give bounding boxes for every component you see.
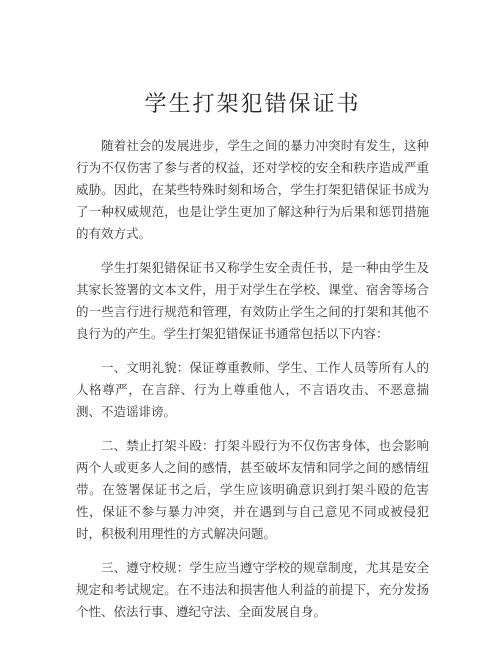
paragraph-item-courtesy: 一、文明礼貌：保证尊重教师、学生、工作人员等所有人的人格尊严，在言辞、行为上尊重他人，不言语攻击、不恶意揣测、不造谣诽谤。 xyxy=(76,360,429,419)
paragraph-intro: 随着社会的发展进步，学生之间的暴力冲突时有发生，这种行为不仅伤害了参与者的权益，还对学校的安全和秩序造成严重威胁。因此，在某些特殊时刻和场合，学生打架犯错保证书成为了一种权威规范，也是让学生更加了解这种行为后果和惩罚措施的有效方式。 xyxy=(76,138,429,241)
document-title: 学生打架犯错保证书 xyxy=(144,92,361,117)
paragraph-definition: 学生打架犯错保证书又称学生安全责任书，是一种由学生及其家长签署的文本文件，用于对学生在学校、课堂、宿舍等场合的一些言行进行规范和管理，有效防止学生之间的打架和其他不良行为的产生。学生打架犯错保证书通常包括以下内容： xyxy=(76,260,429,341)
paragraph-item-no-fighting: 二、禁止打架斗殴：打架斗殴行为不仅伤害身体，也会影响两个人或更多人之间的感情，甚至破坏友情和同学之间的感情纽带。在签署保证书之后，学生应该明确意识到打架斗殴的危害性，保证不参与暴力冲突，并在遇到与自己意见不同或被侵犯时，积极利用理性的方式解决问题。 xyxy=(76,438,429,541)
paragraph-item-school-rules: 三、遵守校规：学生应当遵守学校的规章制度，尤其是安全规定和考试规定。在不违法和损害他人利益的前提下，充分发扬个性、依法行事、遵纪守法、全面发展自身。 xyxy=(76,560,429,619)
document-body xyxy=(76,135,429,623)
